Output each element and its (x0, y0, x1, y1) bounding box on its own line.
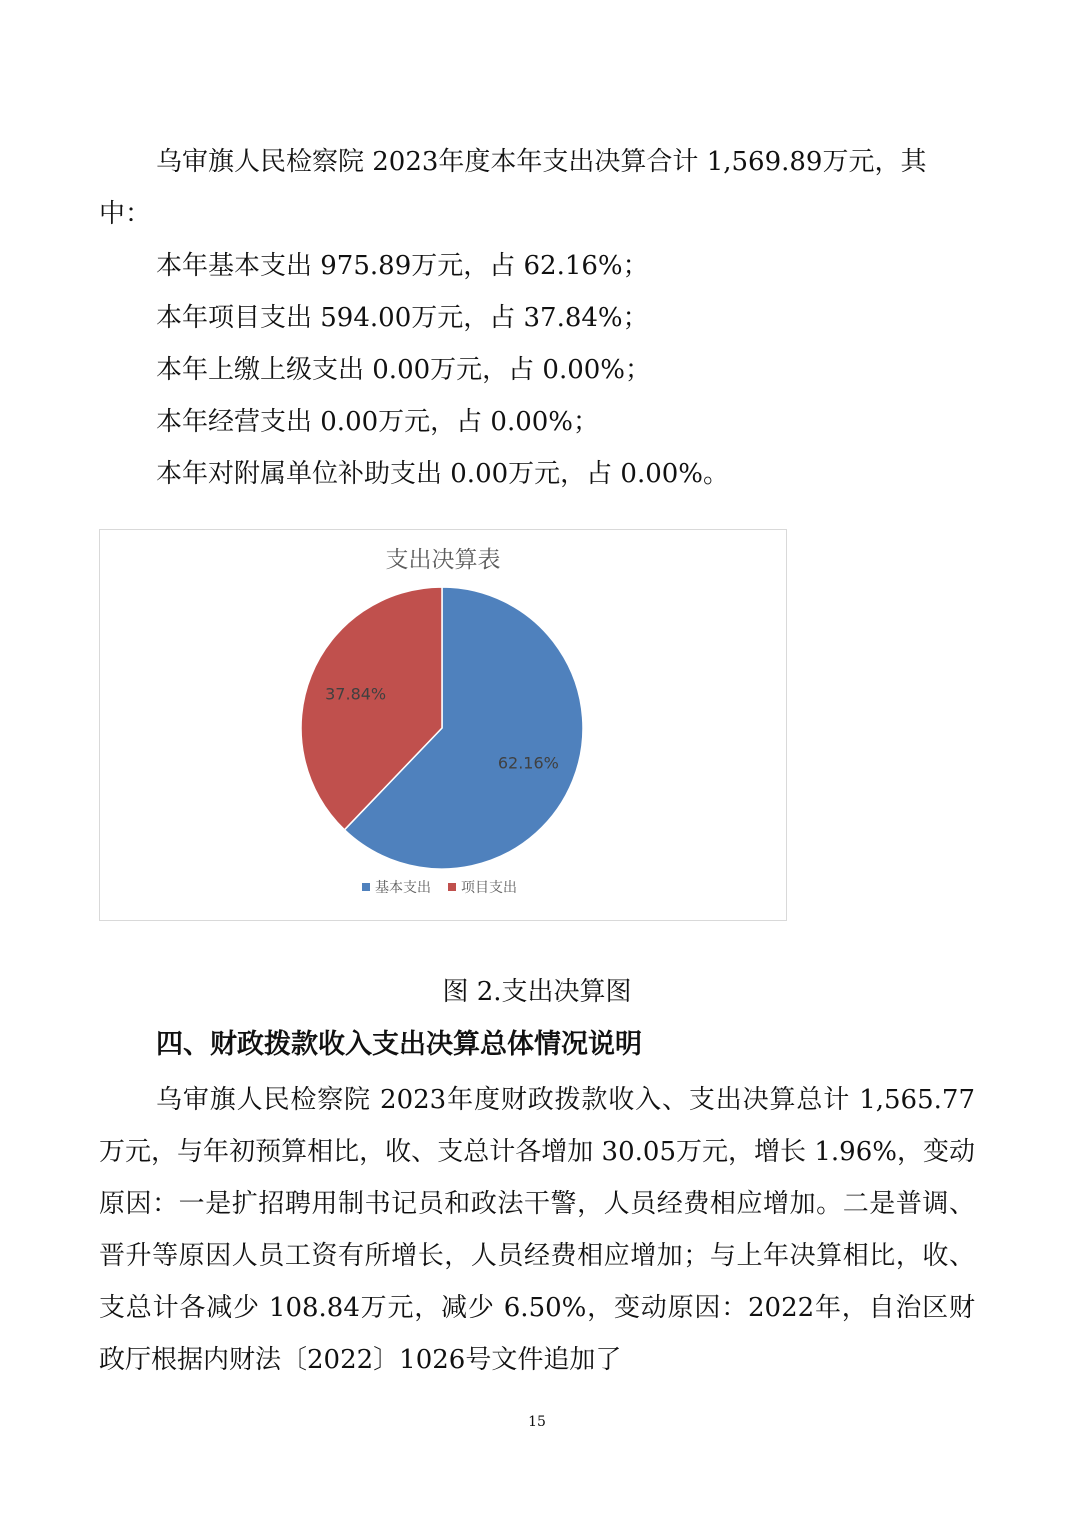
legend-label: 基本支出 (375, 880, 431, 896)
section-body-paragraph: 乌审旗人民检察院 2023年度财政拨款收入、支出决算总计 1,565.77万元，与年初预算相比，收、支总计各增加 30.05万元，增长 1.96%，变动原因：一是扩招聘用制书记员和政法干警，人员经费相应增加。二是普调、晋升等原因人员工资有所增长，人员经费相应增加；与上年决算相比，收、支总计各减少 108.84万元，减少 6.50%，变动原因：2022年，自治区财政厅根据内财法〔2022〕1026号文件追加了 (99, 1085, 975, 1375)
expenditure-breakdown-list (156, 240, 729, 500)
pie-data-label: 62.16% (497, 753, 559, 773)
list-item: 本年经营支出 0.00万元，占 0.00%； (156, 407, 600, 437)
chart-title: 支出决算表 (385, 547, 501, 573)
pie-chart-container (99, 529, 787, 921)
legend-swatch (448, 883, 456, 891)
legend-label: 项目支出 (461, 880, 517, 896)
pie-data-label: 37.84% (325, 684, 387, 704)
section-heading: 四、财政拨款收入支出决算总体情况说明 (156, 1029, 642, 1060)
page-number: 15 (528, 1414, 546, 1430)
list-item: 本年基本支出 975.89万元，占 62.16%； (156, 251, 649, 281)
intro-paragraph: 乌审旗人民检察院 2023年度本年支出决算合计 1,569.89万元，其中： (99, 147, 927, 229)
list-item: 本年对附属单位补助支出 0.00万元，占 0.00%。 (156, 459, 730, 489)
list-item: 本年上缴上级支出 0.00万元，占 0.00%； (156, 355, 652, 385)
legend-swatch (362, 883, 370, 891)
pie-chart (100, 530, 786, 920)
list-item: 本年项目支出 594.00万元，占 37.84%； (156, 303, 649, 333)
figure-caption: 图 2.支出决算图 (442, 977, 632, 1007)
